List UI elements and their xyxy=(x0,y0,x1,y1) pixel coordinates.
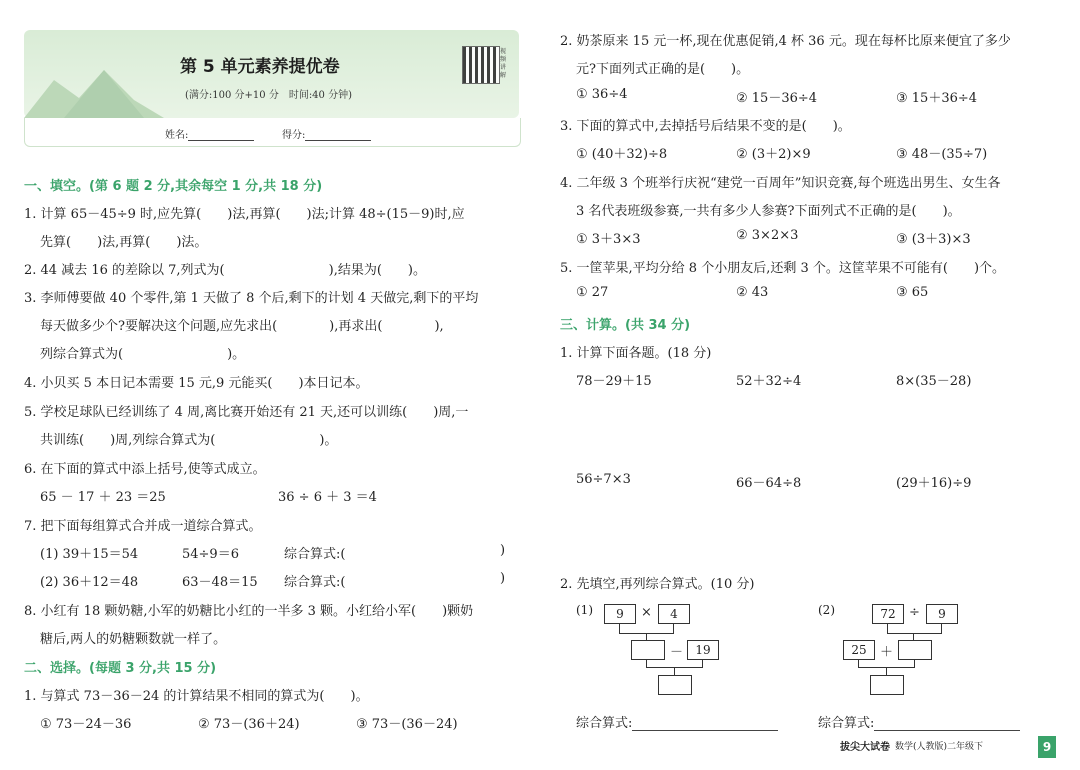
s2-q1-option1[interactable]: ① 73－24－36 xyxy=(40,717,132,732)
s1-q7-r2-close: ) xyxy=(500,571,506,586)
s1-q5-line1: 5. 学校足球队已经训练了 4 周,离比赛开始还有 21 天,还可以训练( )周,一 xyxy=(24,405,469,420)
score-label: 得分: xyxy=(282,130,306,141)
diagram2-connector xyxy=(887,633,942,634)
footer-subject: 数学(人教版)二年级下 xyxy=(895,742,984,752)
diagram1-connector xyxy=(619,623,620,633)
diagram2-connector xyxy=(913,633,914,640)
s3-expr4: 56÷7×3 xyxy=(576,472,631,487)
diagram2-connector xyxy=(941,623,942,633)
s1-q6-eq-b: 36 ÷ 6 ＋ 3 ＝4 xyxy=(278,490,377,505)
s2-q4-option2[interactable]: ② 3×2×3 xyxy=(736,228,799,243)
s1-q7-r2-c: 综合算式:( xyxy=(284,575,346,590)
diagram1-formula-label: 综合算式: xyxy=(576,716,633,731)
diagram2-box-c: 25 xyxy=(843,640,875,660)
diagram1-connector xyxy=(674,667,675,675)
score-field xyxy=(282,126,371,141)
s1-q7-r1-b: 54÷9＝6 xyxy=(182,547,239,562)
diagram2-connector xyxy=(858,659,859,667)
qr-label: 视频讲解 xyxy=(500,48,507,79)
diagram2-box-b: 9 xyxy=(926,604,958,624)
s2-q5-option1[interactable]: ① 27 xyxy=(576,285,609,300)
s1-q5-line2: 共训练( )周,列综合算式为( )。 xyxy=(40,433,338,448)
diagram1-connector xyxy=(702,659,703,667)
s2-q4-option3[interactable]: ③ (3＋3)×3 xyxy=(896,232,971,247)
s2-q1: 1. 与算式 73－36－24 的计算结果不相同的算式为( )。 xyxy=(24,689,369,704)
diagram1-box-b: 4 xyxy=(658,604,690,624)
s1-q8-line1: 8. 小红有 18 颗奶糖,小军的奶糖比小红的一半多 3 颗。小红给小军( )颗奶 xyxy=(24,604,474,619)
diagram1-box-c: 19 xyxy=(687,640,719,660)
diagram2-label: (2) xyxy=(818,603,835,617)
s1-q7: 7. 把下面每组算式合并成一道综合算式。 xyxy=(24,519,262,534)
s1-q7-r1-a: (1) 39＋15＝54 xyxy=(40,547,139,562)
header-info-bar xyxy=(24,118,521,147)
s2-q5-option2[interactable]: ② 43 xyxy=(736,285,769,300)
s2-q3: 3. 下面的算式中,去掉括号后结果不变的是( )。 xyxy=(560,119,851,134)
s3-expr6: (29＋16)÷9 xyxy=(896,476,972,491)
diagram1-answer-box-1[interactable] xyxy=(631,640,665,660)
s2-q4-line1: 4. 二年级 3 个班举行庆祝“建党一百周年”知识竞赛,每个班选出男生、女生各 xyxy=(560,176,1001,191)
diagram2-formula xyxy=(818,712,1020,731)
diagram2-op1: ÷ xyxy=(909,605,920,620)
s1-q7-r2-b: 63－48＝15 xyxy=(182,575,258,590)
s1-q3-line1: 3. 李师傅要做 40 个零件,第 1 天做了 8 个后,剩下的计划 4 天做完,剩下的平均 xyxy=(24,291,479,306)
s2-q1-option3[interactable]: ③ 73－(36－24) xyxy=(356,717,458,732)
s3-q2: 2. 先填空,再列综合算式。(10 分) xyxy=(560,577,755,592)
s2-q3-option2[interactable]: ② (3＋2)×9 xyxy=(736,147,811,162)
name-label: 姓名: xyxy=(165,130,189,141)
s3-q1: 1. 计算下面各题。(18 分) xyxy=(560,346,712,361)
page-title: 第 5 单元素养提优卷 xyxy=(180,57,340,77)
diagram2-op2: ＋ xyxy=(880,645,894,660)
s2-q2-option2[interactable]: ② 15－36÷4 xyxy=(736,91,818,106)
s3-expr1: 78－29＋15 xyxy=(576,374,652,389)
mountain-illustration xyxy=(24,60,164,118)
section1-title: 一、填空。(第 6 题 2 分,其余每空 1 分,共 18 分) xyxy=(24,179,323,194)
s2-q2-line2: 元?下面列式正确的是( )。 xyxy=(576,62,750,77)
diagram1-connector xyxy=(646,633,647,640)
s1-q1-line2: 先算( )法,再算( )法。 xyxy=(40,235,208,250)
diagram1-answer-box-2[interactable] xyxy=(658,675,692,695)
s3-expr3: 8×(35－28) xyxy=(896,374,972,389)
s1-q7-r1-c: 综合算式:( xyxy=(284,547,346,562)
s2-q3-option3[interactable]: ③ 48－(35÷7) xyxy=(896,147,988,162)
s2-q5-option3[interactable]: ③ 65 xyxy=(896,285,929,300)
diagram2-formula-label: 综合算式: xyxy=(818,716,875,731)
diagram1-connector xyxy=(673,623,674,633)
name-field xyxy=(165,126,254,141)
diagram2-answer-box-1[interactable] xyxy=(898,640,932,660)
diagram2-box-a: 72 xyxy=(872,604,904,624)
diagram2-answer-box-2[interactable] xyxy=(870,675,904,695)
s1-q6-eq-a: 65 － 17 ＋ 23 ＝25 xyxy=(40,490,166,505)
s1-q7-r1-close: ) xyxy=(500,543,506,558)
page-number: 9 xyxy=(1038,736,1056,758)
s1-q3-line2: 每天做多少个?要解决这个问题,应先求出( ),再求出( ), xyxy=(40,319,444,334)
s2-q3-option1[interactable]: ① (40＋32)÷8 xyxy=(576,147,668,162)
s2-q1-option2[interactable]: ② 73－(36＋24) xyxy=(198,717,300,732)
diagram1-op2: － xyxy=(670,645,684,660)
s2-q4-option1[interactable]: ① 3＋3×3 xyxy=(576,232,641,247)
s1-q1-line1: 1. 计算 65－45÷9 时,应先算( )法,再算( )法;计算 48÷(15－9)时,应 xyxy=(24,207,465,222)
s2-q4-line2: 3 名代表班级参赛,一共有多少人参赛?下面列式不正确的是( )。 xyxy=(576,204,961,219)
page-subtitle: (满分:100 分+10 分 时间:40 分钟) xyxy=(185,90,352,101)
s1-q3-line3: 列综合算式为( )。 xyxy=(40,347,246,362)
diagram2-formula-blank[interactable] xyxy=(874,730,1020,731)
s3-expr2: 52＋32÷4 xyxy=(736,374,802,389)
diagram1-label: (1) xyxy=(576,603,593,617)
s2-q5: 5. 一筐苹果,平均分给 8 个小朋友后,还剩 3 个。这筐苹果不可能有( )个。 xyxy=(560,261,1006,276)
diagram2-connector xyxy=(914,659,915,667)
s1-q7-r2-a: (2) 36＋12＝48 xyxy=(40,575,139,590)
footer-brand: 拔尖大试卷 xyxy=(840,742,890,753)
diagram1-formula xyxy=(576,712,778,731)
s3-expr5: 66－64÷8 xyxy=(736,476,802,491)
section3-title: 三、计算。(共 34 分) xyxy=(560,318,691,333)
diagram2-connector xyxy=(887,623,888,633)
diagram2-connector xyxy=(886,667,887,675)
s1-q8-line2: 糖后,两人的奶糖颗数就一样了。 xyxy=(40,632,227,647)
diagram1-box-a: 9 xyxy=(604,604,636,624)
s2-q2-line1: 2. 奶茶原来 15 元一杯,现在优惠促销,4 杯 36 元。现在每杯比原来便宜了多少 xyxy=(560,34,1011,49)
diagram1-op1: × xyxy=(641,605,652,620)
s2-q2-option3[interactable]: ③ 15＋36÷4 xyxy=(896,91,978,106)
diagram1-connector xyxy=(646,659,647,667)
section2-title: 二、选择。(每题 3 分,共 15 分) xyxy=(24,661,217,676)
s1-q4: 4. 小贝买 5 本日记本需要 15 元,9 元能买( )本日记本。 xyxy=(24,376,369,391)
qr-code-icon[interactable] xyxy=(462,46,500,84)
diagram1-formula-blank[interactable] xyxy=(632,730,778,731)
s2-q2-option1[interactable]: ① 36÷4 xyxy=(576,87,628,102)
s1-q6: 6. 在下面的算式中添上括号,使等式成立。 xyxy=(24,462,266,477)
s1-q2: 2. 44 减去 16 的差除以 7,列式为( ),结果为( )。 xyxy=(24,263,426,278)
